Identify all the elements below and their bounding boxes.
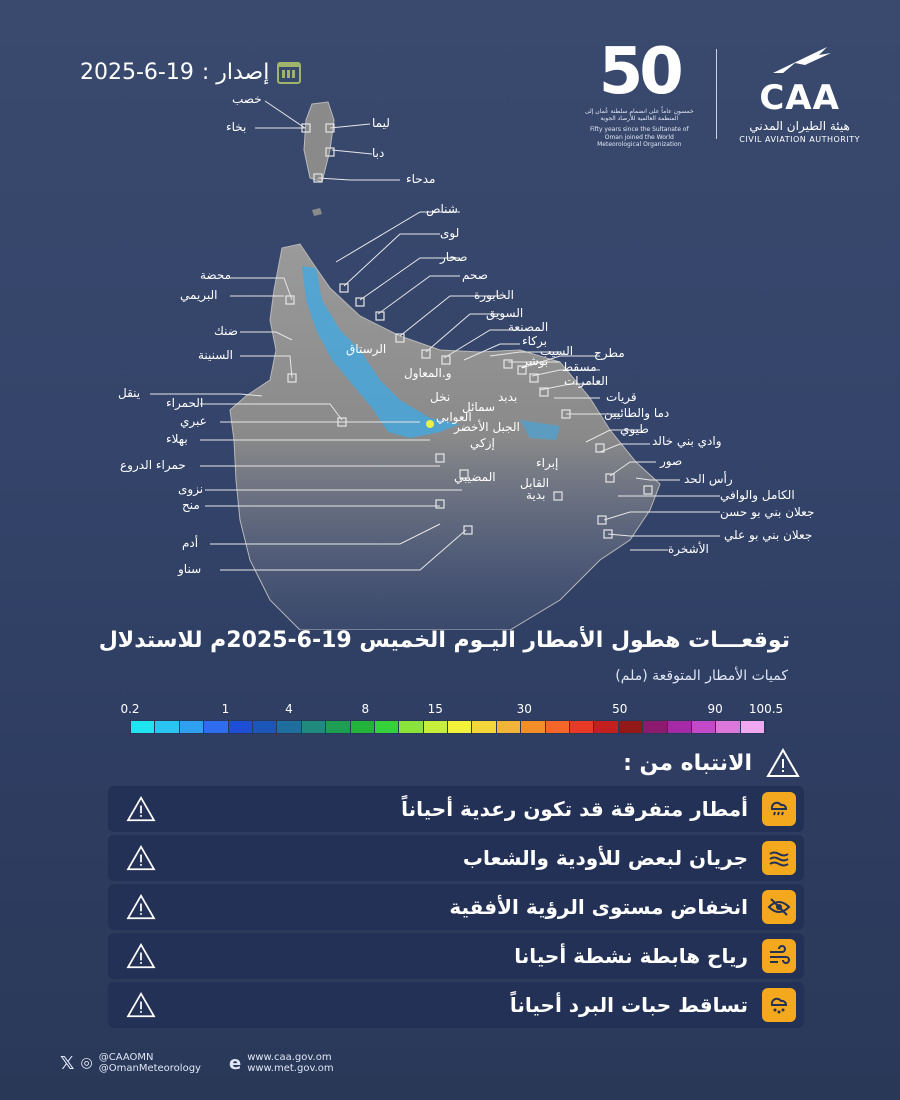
scale-caption: كميات الأمطار المتوقعة (ملم): [615, 668, 788, 684]
scale-swatch: [472, 721, 496, 733]
warning-row: [108, 884, 804, 930]
hail-icon: [762, 988, 796, 1022]
fifty-mark: 50: [598, 35, 680, 109]
caa-wordmark: CAA: [759, 78, 840, 119]
caa-name-en: CIVIL AVIATION AUTHORITY: [739, 135, 860, 145]
map-label: جعلان بني بو علي: [724, 528, 813, 542]
map-label: المضيبي: [454, 470, 496, 484]
scale-tick: 15: [427, 702, 443, 716]
map-label: القابل: [520, 476, 550, 490]
fifty-caption-en: Fifty years since the Sultanate of Oman joined the World Meteorological Organization: [589, 126, 689, 148]
caa-name-ar: هيئة الطيران المدني: [749, 119, 850, 134]
fifty-caption-ar: خمسون عاماً على انضمام سلطنة عُمان إلى المنظمة العالمية للأرصاد الجوية: [584, 108, 694, 123]
scale-swatch: [375, 721, 399, 733]
map-label: لوى: [440, 226, 460, 240]
map-label: مسقط: [562, 360, 597, 374]
map-label: منح: [182, 498, 200, 512]
map-label: حمراء الدروع: [120, 458, 186, 472]
scale-swatch: [326, 721, 350, 733]
map-label: و.المعاول: [404, 366, 452, 380]
map-label: بوشر: [522, 354, 549, 368]
map-label: عبري: [180, 414, 207, 428]
scale-swatch: [741, 721, 765, 733]
scale-swatch: [155, 721, 179, 733]
map-label: بخاء: [226, 120, 247, 134]
warning-text: انخفاض مستوى الرؤية الأفقية: [449, 895, 748, 919]
map-label: صور: [660, 454, 683, 468]
map-label: الحمراء: [166, 396, 204, 410]
warning-text: رياح هابطة نشطة أحيانا: [514, 944, 748, 968]
scale-swatch: [277, 721, 301, 733]
map-label: شناص: [426, 202, 458, 216]
map-label: رأس الحد: [684, 472, 733, 486]
scale-tick: 30: [516, 702, 532, 716]
map-label: نزوى: [178, 482, 204, 496]
warning-text: تساقط حبات البرد أحياناً: [509, 993, 748, 1017]
map-label: صحم: [462, 268, 488, 282]
map-label: دبا: [372, 146, 385, 160]
warnings-list: [108, 786, 804, 1031]
thunder-rain-icon: [762, 792, 796, 826]
scale-swatch: [302, 721, 326, 733]
issue-date: [80, 60, 301, 85]
scale-tick: 4: [285, 702, 293, 716]
warning-triangle-icon: [126, 796, 156, 822]
scale-tick: 90: [707, 702, 723, 716]
scale-swatch: [643, 721, 667, 733]
instagram-icon[interactable]: ◎: [80, 1055, 93, 1071]
scale-swatch: [619, 721, 643, 733]
map-label: السيب: [540, 344, 574, 358]
scale-ticks: [120, 702, 784, 718]
map-label: بدية: [526, 488, 546, 502]
scale-swatch: [399, 721, 423, 733]
attention-label: الانتباه من :: [623, 750, 752, 776]
map-label: الخابورة: [474, 288, 515, 302]
map-label: وادي بني خالد: [652, 434, 722, 448]
map-label: الأشخرة: [668, 542, 709, 556]
issue-date-value: 2025-6-19: [80, 60, 194, 85]
forecast-title: توقعـــات هطول الأمطار اليـوم الخميس 19-6-2025م للاستدلال: [98, 628, 790, 653]
map-label: سناو: [178, 562, 202, 576]
musandam-peninsula: [304, 102, 334, 182]
scale-swatch: [229, 721, 253, 733]
scale-swatch: [351, 721, 375, 733]
scale-swatch: [716, 721, 740, 733]
scale-tick: 1: [221, 702, 230, 716]
map-label: ينقل: [118, 386, 141, 400]
warning-row: [108, 933, 804, 979]
warning-triangle-icon: [766, 748, 800, 778]
scale-tick: 8: [361, 702, 370, 716]
map-label: السنينة: [198, 348, 233, 362]
warning-triangle-icon: [126, 992, 156, 1018]
map-label: الكامل والوافي: [720, 488, 795, 502]
scale-swatch: [692, 721, 716, 733]
map-label: طيوي: [620, 422, 649, 436]
water-flow-icon: [762, 841, 796, 875]
rainfall-peak: [426, 420, 434, 428]
scale-swatch: [424, 721, 448, 733]
map-label: السويق: [486, 306, 524, 320]
scale-tick: 100.5: [748, 702, 784, 716]
map-label: إبراء: [536, 456, 559, 470]
map-label: صحار: [440, 250, 468, 264]
website-caa[interactable]: www.caa.gov.om: [247, 1052, 332, 1063]
x-icon[interactable]: 𝕏: [60, 1052, 75, 1074]
scale-swatch: [204, 721, 228, 733]
map-label: البريمي: [180, 288, 218, 302]
map-label: العوابي: [436, 410, 472, 424]
scale-swatch: [594, 721, 618, 733]
social-handle-met[interactable]: @OmanMeteorology: [98, 1063, 201, 1074]
map-label: جعلان بني بو حسن: [720, 505, 815, 519]
web-links: [229, 1052, 334, 1074]
map-label: ليما: [372, 116, 390, 130]
warning-triangle-icon: [126, 894, 156, 920]
warning-text: جريان لبعض للأودية والشعاب: [462, 846, 748, 870]
scale-tick: 50: [612, 702, 628, 716]
map-label: دما والطائيين: [604, 406, 670, 420]
scale-swatch: [668, 721, 692, 733]
map-label: إزكي: [470, 436, 495, 450]
map-label: مدحاء: [406, 172, 436, 186]
map-label: نخل: [430, 390, 451, 404]
scale-swatch: [253, 721, 277, 733]
warning-triangle-icon: [126, 845, 156, 871]
scale-tick: 0.2: [120, 702, 140, 716]
scale-swatch: [180, 721, 204, 733]
map-label: أدم: [182, 536, 199, 550]
map-label: بركاء: [522, 334, 547, 348]
scale-swatch: [131, 721, 155, 733]
scale-swatch: [521, 721, 545, 733]
warning-row: [108, 786, 804, 832]
scale-swatch: [570, 721, 594, 733]
warning-row: [108, 982, 804, 1028]
low-visibility-icon: [762, 890, 796, 924]
oman-rainfall-map: [0, 90, 900, 630]
map-label: خصب: [232, 92, 262, 106]
plane-icon: [765, 43, 835, 77]
map-label: العامرات: [564, 374, 609, 388]
social-links: [60, 1052, 201, 1074]
calendar-icon: [277, 62, 301, 84]
scale-swatch: [448, 721, 472, 733]
map-label: بدبد: [498, 390, 518, 404]
warning-text: أمطار متفرقة قد تكون رعدية أحياناً: [401, 797, 748, 821]
map-label: ضنك: [214, 324, 238, 338]
map-label: مطرح: [594, 346, 625, 360]
social-handle-caa[interactable]: @CAAOMN: [98, 1052, 154, 1063]
map-label: محضة: [200, 268, 232, 282]
warning-triangle-icon: [126, 943, 156, 969]
scale-swatch: [497, 721, 521, 733]
attention-header: [623, 748, 800, 778]
map-label: بهلاء: [166, 432, 188, 446]
map-label: المصنعة: [508, 320, 549, 334]
map-label: سمائل: [462, 400, 496, 414]
map-label: الرستاق: [346, 342, 387, 356]
map-label: الجبل الأخضر: [454, 420, 520, 434]
website-met[interactable]: www.met.gov.om: [247, 1063, 334, 1074]
warning-row: [108, 835, 804, 881]
scale-swatch: [546, 721, 570, 733]
rainfall-color-scale: [130, 720, 766, 734]
footer: [60, 1052, 334, 1074]
web-icon: e: [228, 1052, 242, 1074]
issue-label: إصدار :: [201, 60, 270, 85]
wind-icon: [762, 939, 796, 973]
madha-enclave: [312, 208, 322, 216]
map-label: قريات: [606, 390, 637, 404]
